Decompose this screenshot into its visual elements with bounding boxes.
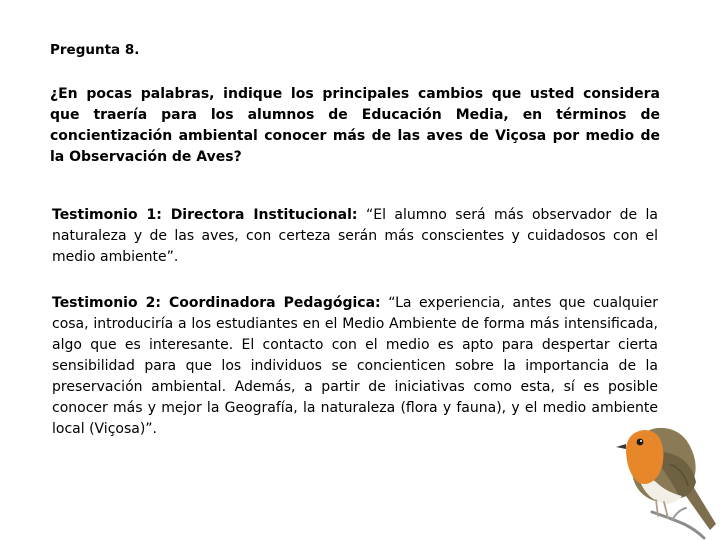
testimony-2-label: Testimonio 2: Coordinadora Pedagógica: [52,295,381,311]
testimony-1-text: “El alumno será más observador de la naturaleza y de las aves, con certeza serán más conscientes y cuidadosos con el medio ambiente”. [52,207,658,265]
testimony-1 [52,205,658,268]
question-heading: Pregunta 8. [50,42,140,58]
robin-bird-icon [612,412,720,540]
testimony-2-text: “La experiencia, antes que cualquier cosa, introduciría a los estudiantes en el Medio Ambiente de forma más intensificada, algo que es interesante. El contacto con el medio es apto para despertar cierta sensibilidad para que los individuos se concienticen sobre la importancia de la preservación ambiental. Además, a partir de iniciativas como esta, sí es posible conocer más y mejor la Geografía, la naturaleza (flora y fauna), y el medio ambiente local (Viçosa)”. [52,295,658,437]
testimony-1-label: Testimonio 1: Directora Institucional: [52,207,358,223]
testimony-2 [52,293,658,440]
question-text: ¿En pocas palabras, indique los principales cambios que usted considera que traería para los alumnos de Educación Media, en términos de concientización ambiental conocer más de las aves de Viçosa por medio de la Observación de Aves? [50,86,660,165]
